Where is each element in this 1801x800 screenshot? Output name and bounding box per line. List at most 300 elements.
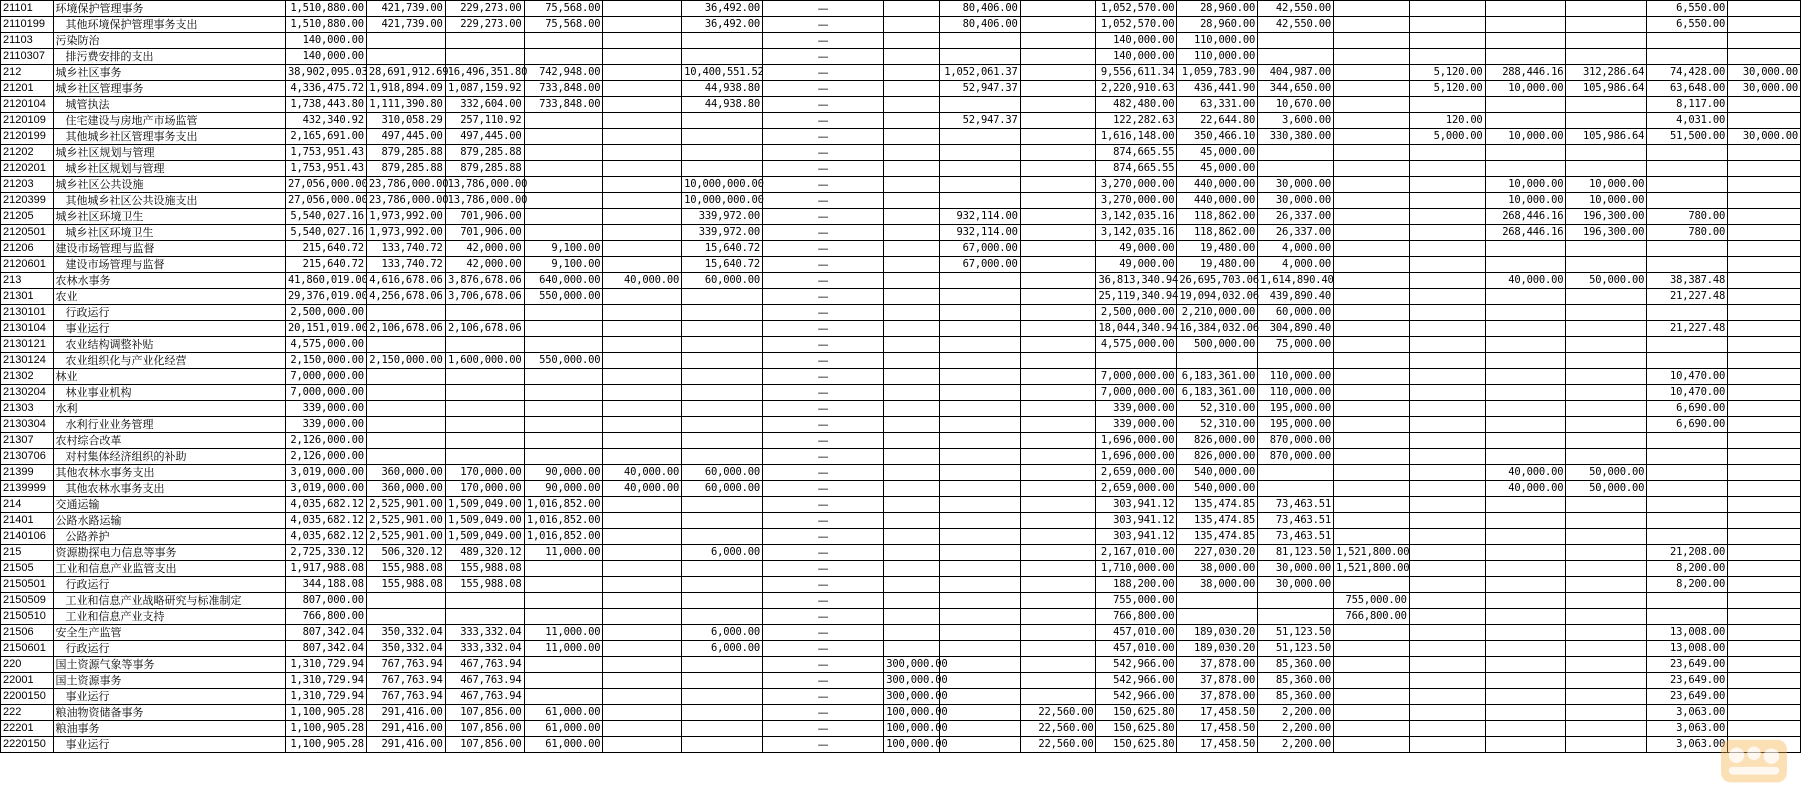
cell-amount[interactable] xyxy=(603,161,682,177)
cell-amount[interactable] xyxy=(1728,97,1801,113)
cell-amount[interactable]: 1,616,148.00 xyxy=(1096,129,1177,145)
cell-amount[interactable] xyxy=(1728,401,1801,417)
cell-amount[interactable]: 807,342.04 xyxy=(286,625,367,641)
cell-amount[interactable]: 1,918,894.09 xyxy=(366,81,445,97)
cell-amount[interactable]: 5,540,027.16 xyxy=(286,225,367,241)
cell-amount[interactable] xyxy=(1409,193,1485,209)
cell-amount[interactable]: 61,000.00 xyxy=(524,721,603,737)
cell-amount[interactable]: 10,400,551.52 xyxy=(682,65,763,81)
cell-amount[interactable]: 63,648.00 xyxy=(1647,81,1728,97)
cell-dash[interactable]: — xyxy=(763,369,884,385)
cell-amount[interactable]: 155,988.08 xyxy=(445,577,524,593)
cell-amount[interactable] xyxy=(603,321,682,337)
cell-amount[interactable]: 330,380.00 xyxy=(1258,129,1334,145)
cell-amount[interactable]: 2,220,910.63 xyxy=(1096,81,1177,97)
cell-amount[interactable] xyxy=(445,433,524,449)
cell-amount[interactable]: 339,972.00 xyxy=(682,209,763,225)
cell-amount[interactable]: 23,649.00 xyxy=(1647,673,1728,689)
cell-amount[interactable] xyxy=(1020,561,1096,577)
cell-amount[interactable] xyxy=(524,177,603,193)
cell-amount[interactable] xyxy=(603,97,682,113)
cell-amount[interactable] xyxy=(1485,641,1566,657)
cell-amount[interactable] xyxy=(1258,161,1334,177)
cell-amount[interactable]: 50,000.00 xyxy=(1566,273,1647,289)
cell-amount[interactable]: 42,550.00 xyxy=(1258,17,1334,33)
cell-amount[interactable]: 170,000.00 xyxy=(445,465,524,481)
cell-amount[interactable] xyxy=(1485,545,1566,561)
cell-amount[interactable] xyxy=(1409,689,1485,705)
cell-amount[interactable] xyxy=(524,401,603,417)
cell-amount[interactable]: 2,126,000.00 xyxy=(286,433,367,449)
cell-amount[interactable] xyxy=(939,481,1020,497)
cell-amount[interactable] xyxy=(1728,561,1801,577)
cell-amount[interactable]: 506,320.12 xyxy=(366,545,445,561)
cell-dash[interactable]: — xyxy=(763,449,884,465)
cell-amount[interactable] xyxy=(884,65,940,81)
cell-amount[interactable] xyxy=(682,49,763,65)
cell-dash[interactable]: — xyxy=(763,241,884,257)
cell-amount[interactable]: 140,000.00 xyxy=(286,33,367,49)
cell-amount[interactable] xyxy=(1333,433,1409,449)
cell-amount[interactable] xyxy=(939,721,1020,737)
cell-amount[interactable] xyxy=(1333,497,1409,513)
cell-amount[interactable]: 6,690.00 xyxy=(1647,417,1728,433)
cell-subject-code[interactable]: 2139999 xyxy=(1,481,54,497)
cell-amount[interactable] xyxy=(1485,321,1566,337)
cell-amount[interactable] xyxy=(1566,705,1647,721)
cell-subject-code[interactable]: 21401 xyxy=(1,513,54,529)
cell-amount[interactable] xyxy=(1728,289,1801,305)
cell-amount[interactable] xyxy=(1647,49,1728,65)
cell-amount[interactable]: 42,550.00 xyxy=(1258,1,1334,17)
cell-amount[interactable]: 879,285.88 xyxy=(445,161,524,177)
cell-amount[interactable]: 26,337.00 xyxy=(1258,209,1334,225)
cell-amount[interactable]: 8,117.00 xyxy=(1647,97,1728,113)
cell-amount[interactable]: 1,710,000.00 xyxy=(1096,561,1177,577)
cell-amount[interactable] xyxy=(939,705,1020,721)
cell-amount[interactable]: 50,000.00 xyxy=(1566,465,1647,481)
cell-amount[interactable] xyxy=(939,433,1020,449)
cell-amount[interactable] xyxy=(1333,481,1409,497)
cell-amount[interactable]: 155,988.08 xyxy=(366,561,445,577)
cell-amount[interactable] xyxy=(1020,449,1096,465)
cell-subject-code[interactable]: 215 xyxy=(1,545,54,561)
cell-amount[interactable] xyxy=(1566,113,1647,129)
cell-amount[interactable] xyxy=(1728,161,1801,177)
cell-amount[interactable] xyxy=(1566,609,1647,625)
cell-amount[interactable]: 105,986.64 xyxy=(1566,129,1647,145)
cell-amount[interactable]: 74,428.00 xyxy=(1647,65,1728,81)
cell-amount[interactable]: 701,906.00 xyxy=(445,225,524,241)
cell-amount[interactable] xyxy=(884,257,940,273)
cell-amount[interactable] xyxy=(603,81,682,97)
cell-amount[interactable] xyxy=(1566,657,1647,673)
cell-amount[interactable] xyxy=(1409,465,1485,481)
cell-amount[interactable]: 291,416.00 xyxy=(366,721,445,737)
cell-amount[interactable] xyxy=(939,641,1020,657)
cell-amount[interactable]: 36,813,340.94 xyxy=(1096,273,1177,289)
cell-amount[interactable]: 51,123.50 xyxy=(1258,625,1334,641)
cell-subject-code[interactable]: 2120201 xyxy=(1,161,54,177)
cell-amount[interactable]: 457,010.00 xyxy=(1096,625,1177,641)
cell-amount[interactable] xyxy=(1728,321,1801,337)
cell-amount[interactable] xyxy=(1485,337,1566,353)
cell-amount[interactable] xyxy=(524,113,603,129)
cell-amount[interactable] xyxy=(1333,17,1409,33)
cell-subject-code[interactable]: 21203 xyxy=(1,177,54,193)
cell-amount[interactable] xyxy=(1177,353,1258,369)
cell-amount[interactable] xyxy=(524,33,603,49)
cell-amount[interactable] xyxy=(1409,433,1485,449)
cell-amount[interactable] xyxy=(366,49,445,65)
cell-subject-name[interactable]: 事业运行 xyxy=(53,321,285,337)
cell-amount[interactable] xyxy=(884,337,940,353)
cell-amount[interactable]: 229,273.00 xyxy=(445,17,524,33)
cell-amount[interactable] xyxy=(1409,353,1485,369)
cell-amount[interactable]: 826,000.00 xyxy=(1177,433,1258,449)
cell-amount[interactable] xyxy=(1728,369,1801,385)
cell-subject-name[interactable]: 行政运行 xyxy=(53,305,285,321)
cell-amount[interactable] xyxy=(1020,385,1096,401)
cell-amount[interactable] xyxy=(1566,257,1647,273)
cell-amount[interactable]: 90,000.00 xyxy=(524,465,603,481)
cell-amount[interactable] xyxy=(603,241,682,257)
cell-amount[interactable] xyxy=(1409,305,1485,321)
cell-amount[interactable]: 1,509,049.00 xyxy=(445,513,524,529)
cell-amount[interactable] xyxy=(1566,33,1647,49)
cell-amount[interactable] xyxy=(603,353,682,369)
cell-dash[interactable]: — xyxy=(763,97,884,113)
cell-amount[interactable] xyxy=(884,529,940,545)
cell-subject-name[interactable]: 污染防治 xyxy=(53,33,285,49)
cell-amount[interactable]: 439,890.40 xyxy=(1258,289,1334,305)
cell-amount[interactable]: 1,510,880.00 xyxy=(286,1,367,17)
cell-subject-code[interactable]: 214 xyxy=(1,497,54,513)
cell-amount[interactable]: 140,000.00 xyxy=(1096,33,1177,49)
cell-subject-code[interactable]: 21506 xyxy=(1,625,54,641)
cell-amount[interactable]: 339,972.00 xyxy=(682,225,763,241)
cell-amount[interactable] xyxy=(939,305,1020,321)
cell-amount[interactable]: 49,000.00 xyxy=(1096,241,1177,257)
cell-amount[interactable] xyxy=(1728,49,1801,65)
cell-amount[interactable] xyxy=(939,465,1020,481)
cell-amount[interactable]: 40,000.00 xyxy=(1485,465,1566,481)
cell-amount[interactable]: 6,183,361.00 xyxy=(1177,369,1258,385)
cell-amount[interactable] xyxy=(524,577,603,593)
cell-dash[interactable]: — xyxy=(763,513,884,529)
cell-amount[interactable]: 3,142,035.16 xyxy=(1096,225,1177,241)
cell-amount[interactable] xyxy=(1728,545,1801,561)
cell-amount[interactable]: 1,016,852.00 xyxy=(524,497,603,513)
cell-amount[interactable]: 7,000,000.00 xyxy=(1096,385,1177,401)
cell-amount[interactable] xyxy=(682,417,763,433)
cell-amount[interactable] xyxy=(939,513,1020,529)
cell-amount[interactable] xyxy=(1333,353,1409,369)
cell-amount[interactable]: 3,063.00 xyxy=(1647,737,1728,753)
cell-amount[interactable] xyxy=(884,193,940,209)
cell-amount[interactable] xyxy=(445,33,524,49)
cell-amount[interactable] xyxy=(884,417,940,433)
cell-amount[interactable]: 755,000.00 xyxy=(1333,593,1409,609)
cell-amount[interactable] xyxy=(939,593,1020,609)
cell-amount[interactable] xyxy=(1728,305,1801,321)
cell-amount[interactable] xyxy=(939,417,1020,433)
cell-amount[interactable]: 1,521,800.00 xyxy=(1333,545,1409,561)
cell-amount[interactable] xyxy=(1485,17,1566,33)
cell-amount[interactable]: 312,286.64 xyxy=(1566,65,1647,81)
cell-amount[interactable] xyxy=(1333,705,1409,721)
cell-amount[interactable] xyxy=(1020,97,1096,113)
cell-amount[interactable] xyxy=(1647,241,1728,257)
cell-amount[interactable]: 360,000.00 xyxy=(366,481,445,497)
cell-subject-name[interactable]: 安全生产监管 xyxy=(53,625,285,641)
cell-amount[interactable]: 2,200.00 xyxy=(1258,737,1334,753)
cell-amount[interactable] xyxy=(1333,513,1409,529)
cell-dash[interactable]: — xyxy=(763,113,884,129)
cell-amount[interactable] xyxy=(1409,657,1485,673)
cell-amount[interactable]: 2,525,901.00 xyxy=(366,497,445,513)
cell-amount[interactable] xyxy=(524,673,603,689)
cell-amount[interactable]: 110,000.00 xyxy=(1177,49,1258,65)
cell-subject-code[interactable]: 22001 xyxy=(1,673,54,689)
cell-amount[interactable]: 107,856.00 xyxy=(445,721,524,737)
cell-amount[interactable] xyxy=(1566,1,1647,17)
cell-amount[interactable]: 3,706,678.06 xyxy=(445,289,524,305)
cell-amount[interactable]: 4,035,682.12 xyxy=(286,513,367,529)
cell-dash[interactable]: — xyxy=(763,1,884,17)
cell-amount[interactable] xyxy=(1020,321,1096,337)
cell-amount[interactable]: 4,616,678.06 xyxy=(366,273,445,289)
cell-subject-name[interactable]: 其他环境保护管理事务支出 xyxy=(53,17,285,33)
cell-dash[interactable]: — xyxy=(763,497,884,513)
cell-amount[interactable] xyxy=(884,513,940,529)
cell-amount[interactable] xyxy=(1333,177,1409,193)
cell-amount[interactable] xyxy=(1333,209,1409,225)
cell-amount[interactable]: 4,035,682.12 xyxy=(286,497,367,513)
cell-amount[interactable]: 1,052,061.37 xyxy=(939,65,1020,81)
cell-amount[interactable]: 67,000.00 xyxy=(939,257,1020,273)
cell-amount[interactable]: 51,500.00 xyxy=(1647,129,1728,145)
cell-amount[interactable]: 10,000.00 xyxy=(1566,193,1647,209)
cell-subject-code[interactable]: 21101 xyxy=(1,1,54,17)
cell-amount[interactable] xyxy=(1096,353,1177,369)
cell-dash[interactable]: — xyxy=(763,609,884,625)
cell-amount[interactable] xyxy=(1020,417,1096,433)
cell-amount[interactable]: 3,142,035.16 xyxy=(1096,209,1177,225)
cell-subject-code[interactable]: 21302 xyxy=(1,369,54,385)
cell-subject-code[interactable]: 2120501 xyxy=(1,225,54,241)
cell-amount[interactable] xyxy=(1409,321,1485,337)
cell-amount[interactable] xyxy=(884,449,940,465)
cell-amount[interactable] xyxy=(366,369,445,385)
cell-amount[interactable]: 6,000.00 xyxy=(682,545,763,561)
cell-amount[interactable] xyxy=(939,609,1020,625)
cell-subject-code[interactable]: 2120199 xyxy=(1,129,54,145)
cell-amount[interactable]: 100,000.00 xyxy=(884,721,940,737)
cell-amount[interactable]: 60,000.00 xyxy=(682,273,763,289)
cell-amount[interactable]: 360,000.00 xyxy=(366,465,445,481)
cell-amount[interactable] xyxy=(1409,449,1485,465)
cell-amount[interactable] xyxy=(1485,561,1566,577)
cell-amount[interactable]: 432,340.92 xyxy=(286,113,367,129)
cell-amount[interactable] xyxy=(1333,193,1409,209)
cell-amount[interactable]: 3,876,678.06 xyxy=(445,273,524,289)
cell-dash[interactable]: — xyxy=(763,353,884,369)
cell-subject-name[interactable]: 住宅建设与房地产市场监管 xyxy=(53,113,285,129)
cell-amount[interactable] xyxy=(1409,177,1485,193)
cell-subject-code[interactable]: 212 xyxy=(1,65,54,81)
cell-amount[interactable] xyxy=(1409,545,1485,561)
cell-amount[interactable] xyxy=(1333,689,1409,705)
cell-amount[interactable] xyxy=(884,497,940,513)
cell-amount[interactable] xyxy=(366,401,445,417)
cell-amount[interactable]: 15,640.72 xyxy=(682,257,763,273)
cell-amount[interactable]: 540,000.00 xyxy=(1177,465,1258,481)
cell-amount[interactable]: 4,336,475.72 xyxy=(286,81,367,97)
cell-amount[interactable]: 105,986.64 xyxy=(1566,81,1647,97)
cell-amount[interactable] xyxy=(1409,289,1485,305)
cell-amount[interactable] xyxy=(1333,1,1409,17)
cell-amount[interactable] xyxy=(1485,113,1566,129)
cell-amount[interactable]: 10,000,000.00 xyxy=(682,177,763,193)
cell-amount[interactable] xyxy=(1566,369,1647,385)
cell-amount[interactable] xyxy=(1258,593,1334,609)
cell-amount[interactable] xyxy=(1409,209,1485,225)
cell-amount[interactable]: 542,966.00 xyxy=(1096,689,1177,705)
cell-amount[interactable] xyxy=(1409,609,1485,625)
cell-dash[interactable]: — xyxy=(763,625,884,641)
cell-dash[interactable]: — xyxy=(763,33,884,49)
cell-amount[interactable] xyxy=(1333,417,1409,433)
cell-amount[interactable]: 870,000.00 xyxy=(1258,449,1334,465)
cell-dash[interactable]: — xyxy=(763,161,884,177)
cell-amount[interactable] xyxy=(524,145,603,161)
cell-amount[interactable]: 8,200.00 xyxy=(1647,577,1728,593)
cell-amount[interactable] xyxy=(939,657,1020,673)
cell-amount[interactable]: 28,960.00 xyxy=(1177,1,1258,17)
cell-dash[interactable]: — xyxy=(763,561,884,577)
cell-amount[interactable] xyxy=(603,513,682,529)
cell-subject-code[interactable]: 2140106 xyxy=(1,529,54,545)
cell-amount[interactable]: 75,000.00 xyxy=(1258,337,1334,353)
cell-amount[interactable]: 7,000,000.00 xyxy=(286,385,367,401)
cell-amount[interactable]: 9,556,611.34 xyxy=(1096,65,1177,81)
cell-amount[interactable]: 21,208.00 xyxy=(1647,545,1728,561)
cell-subject-name[interactable]: 城乡社区管理事务 xyxy=(53,81,285,97)
cell-amount[interactable]: 23,786,000.00 xyxy=(366,177,445,193)
cell-amount[interactable]: 50,000.00 xyxy=(1566,481,1647,497)
cell-amount[interactable]: 257,110.92 xyxy=(445,113,524,129)
cell-amount[interactable] xyxy=(884,433,940,449)
cell-amount[interactable] xyxy=(1485,49,1566,65)
cell-amount[interactable]: 2,165,691.00 xyxy=(286,129,367,145)
cell-amount[interactable]: 6,690.00 xyxy=(1647,401,1728,417)
cell-subject-name[interactable]: 农业 xyxy=(53,289,285,305)
cell-amount[interactable]: 38,387.48 xyxy=(1647,273,1728,289)
cell-subject-name[interactable]: 公路水路运输 xyxy=(53,513,285,529)
cell-amount[interactable]: 30,000.00 xyxy=(1728,81,1801,97)
cell-subject-code[interactable]: 21505 xyxy=(1,561,54,577)
cell-amount[interactable] xyxy=(1647,193,1728,209)
cell-subject-name[interactable]: 环境保护管理事务 xyxy=(53,1,285,17)
cell-subject-name[interactable]: 农业组织化与产业化经营 xyxy=(53,353,285,369)
cell-amount[interactable] xyxy=(1333,657,1409,673)
cell-amount[interactable]: 2,200.00 xyxy=(1258,705,1334,721)
cell-amount[interactable]: 52,947.37 xyxy=(939,113,1020,129)
cell-subject-name[interactable]: 水利 xyxy=(53,401,285,417)
cell-subject-code[interactable]: 2220150 xyxy=(1,737,54,753)
cell-subject-code[interactable]: 22201 xyxy=(1,721,54,737)
cell-amount[interactable] xyxy=(1566,417,1647,433)
cell-amount[interactable] xyxy=(682,449,763,465)
cell-amount[interactable] xyxy=(884,113,940,129)
cell-amount[interactable] xyxy=(682,321,763,337)
cell-amount[interactable] xyxy=(1409,257,1485,273)
cell-amount[interactable] xyxy=(884,209,940,225)
cell-amount[interactable]: 2,500,000.00 xyxy=(1096,305,1177,321)
cell-amount[interactable] xyxy=(1566,529,1647,545)
cell-amount[interactable]: 60,000.00 xyxy=(1258,305,1334,321)
cell-amount[interactable] xyxy=(524,193,603,209)
cell-amount[interactable]: 3,270,000.00 xyxy=(1096,193,1177,209)
cell-amount[interactable] xyxy=(1566,145,1647,161)
cell-amount[interactable] xyxy=(1177,609,1258,625)
cell-amount[interactable] xyxy=(445,609,524,625)
cell-amount[interactable]: 766,800.00 xyxy=(1333,609,1409,625)
cell-amount[interactable]: 195,000.00 xyxy=(1258,417,1334,433)
cell-subject-name[interactable]: 城乡社区事务 xyxy=(53,65,285,81)
cell-amount[interactable] xyxy=(1333,257,1409,273)
cell-amount[interactable]: 13,008.00 xyxy=(1647,641,1728,657)
cell-subject-name[interactable]: 其他城乡社区管理事务支出 xyxy=(53,129,285,145)
cell-amount[interactable] xyxy=(682,305,763,321)
cell-subject-code[interactable]: 2150509 xyxy=(1,593,54,609)
cell-amount[interactable]: 73,463.51 xyxy=(1258,497,1334,513)
cell-amount[interactable] xyxy=(1258,33,1334,49)
cell-amount[interactable] xyxy=(1566,161,1647,177)
cell-subject-code[interactable]: 2110307 xyxy=(1,49,54,65)
cell-amount[interactable] xyxy=(603,497,682,513)
cell-subject-code[interactable]: 21206 xyxy=(1,241,54,257)
cell-amount[interactable]: 489,320.12 xyxy=(445,545,524,561)
cell-amount[interactable]: 9,100.00 xyxy=(524,241,603,257)
cell-amount[interactable] xyxy=(884,145,940,161)
cell-amount[interactable] xyxy=(445,337,524,353)
cell-amount[interactable] xyxy=(603,689,682,705)
cell-dash[interactable]: — xyxy=(763,17,884,33)
cell-amount[interactable] xyxy=(1485,625,1566,641)
cell-subject-code[interactable]: 222 xyxy=(1,705,54,721)
cell-amount[interactable] xyxy=(1020,337,1096,353)
cell-amount[interactable] xyxy=(939,161,1020,177)
cell-amount[interactable] xyxy=(682,561,763,577)
cell-amount[interactable] xyxy=(682,337,763,353)
cell-amount[interactable] xyxy=(884,17,940,33)
cell-dash[interactable]: — xyxy=(763,465,884,481)
cell-amount[interactable]: 100,000.00 xyxy=(884,737,940,753)
cell-amount[interactable] xyxy=(1409,385,1485,401)
cell-amount[interactable] xyxy=(682,497,763,513)
cell-amount[interactable]: 4,000.00 xyxy=(1258,257,1334,273)
cell-amount[interactable] xyxy=(366,337,445,353)
cell-amount[interactable] xyxy=(1409,273,1485,289)
cell-amount[interactable]: 826,000.00 xyxy=(1177,449,1258,465)
cell-amount[interactable] xyxy=(682,609,763,625)
cell-amount[interactable] xyxy=(1566,385,1647,401)
cell-amount[interactable] xyxy=(1566,561,1647,577)
cell-amount[interactable] xyxy=(1333,737,1409,753)
cell-amount[interactable] xyxy=(1566,641,1647,657)
